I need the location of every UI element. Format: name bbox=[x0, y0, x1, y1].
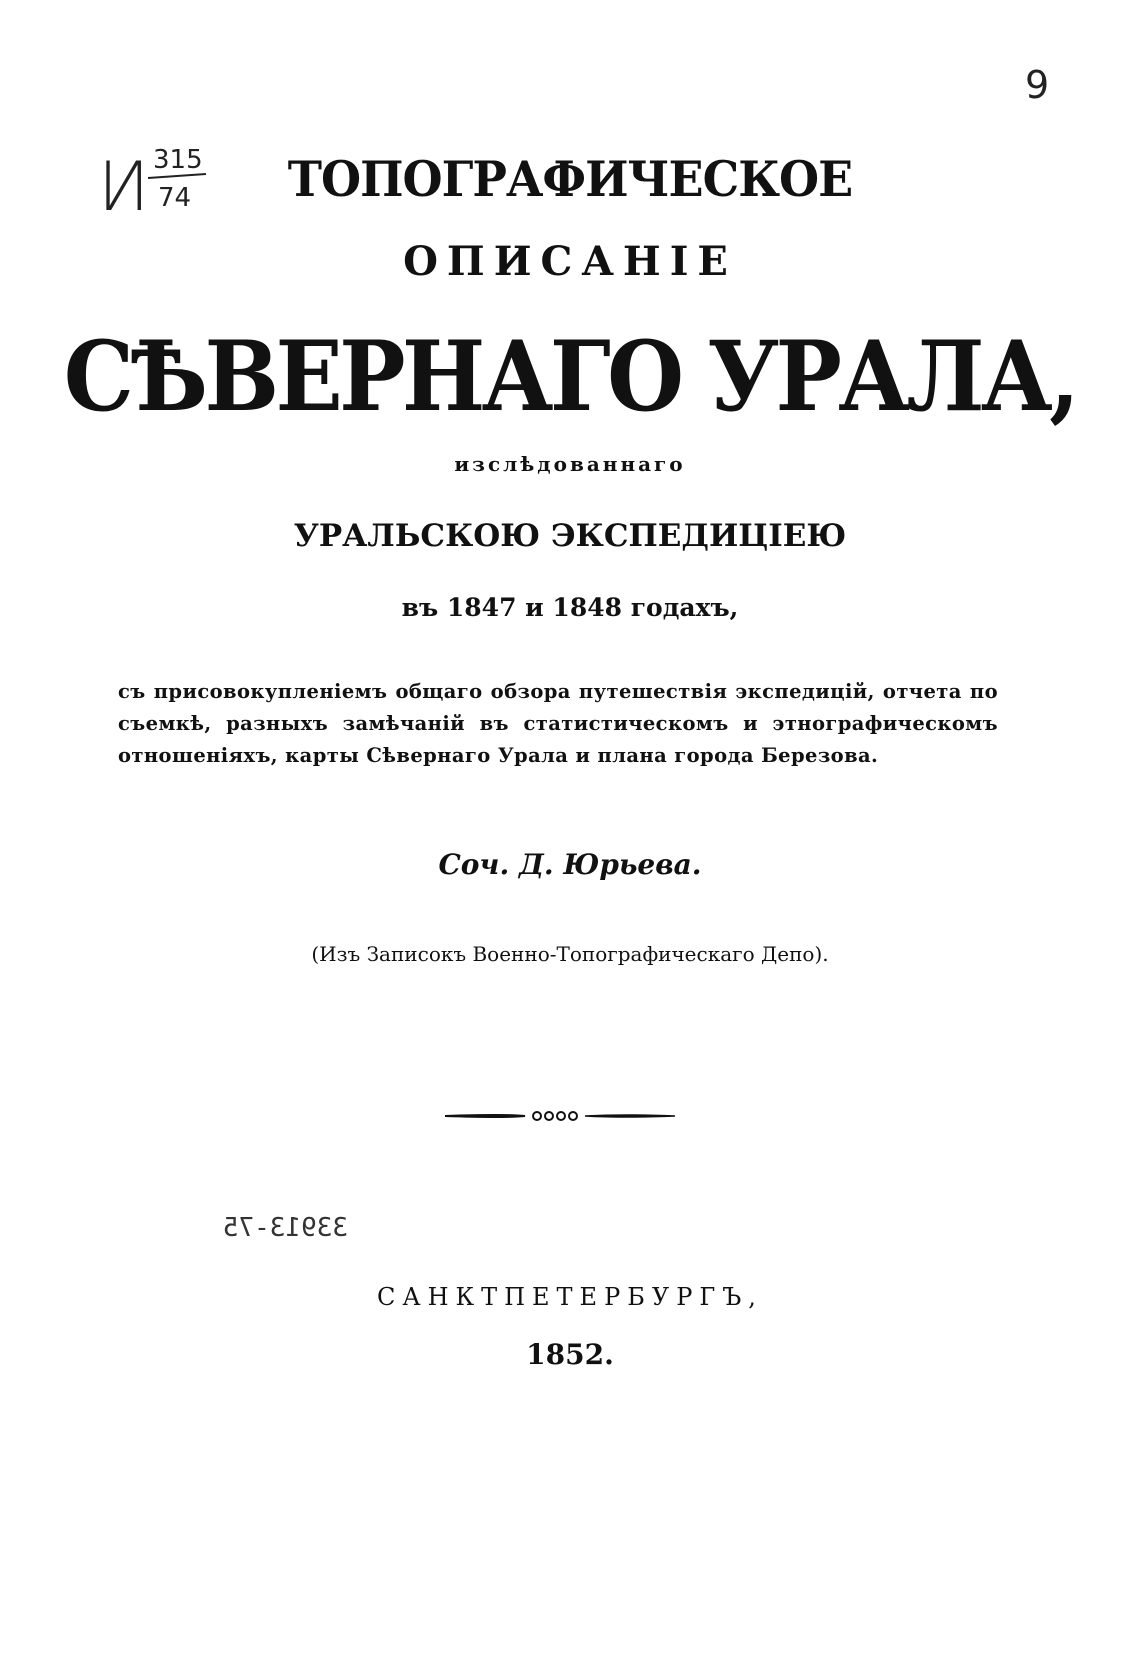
imprint-year: 1852. bbox=[526, 1338, 614, 1371]
corner-note bbox=[1020, 58, 1080, 118]
author-line: Соч. Д. Юрьева. bbox=[438, 848, 702, 881]
title-line-5: УРАЛЬСКОЮ ЭКСПЕДИЦІЕЮ bbox=[293, 518, 847, 554]
shelfmark-bottom: 74 bbox=[158, 183, 192, 213]
shelfmark-letter: И bbox=[98, 148, 150, 227]
shelfmark-top: 315 bbox=[153, 145, 203, 175]
ornamental-rule bbox=[445, 1106, 675, 1126]
title-line-3: СѢВЕРНАГО УРАЛА, bbox=[63, 320, 1077, 433]
description-paragraph: съ присовокупленіемъ общаго обзора путешествія экспедицій, отчета по съемкѣ, разныхъ замѣчаній въ статистическомъ и этнографическомъ отношеніяхъ, карты Сѣвернаго Урала и плана города Березова. bbox=[118, 680, 998, 767]
stamp-number: 33913-75 bbox=[222, 1213, 348, 1243]
library-stamp bbox=[222, 1208, 352, 1244]
corner-note-text: 9 bbox=[1025, 63, 1050, 107]
source-note: (Изъ Записокъ Военно-Топографическаго Депо). bbox=[311, 942, 829, 966]
title-line-2: ОПИСАНІЕ bbox=[403, 238, 737, 285]
imprint-city: САНКТПЕТЕРБУРГЪ, bbox=[377, 1283, 763, 1311]
title-line-4: изслѣдованнаго bbox=[454, 452, 686, 476]
title-line-1: ТОПОГРАФИЧЕСКОЕ bbox=[287, 150, 853, 208]
title-line-6: въ 1847 и 1848 годахъ, bbox=[401, 593, 739, 622]
